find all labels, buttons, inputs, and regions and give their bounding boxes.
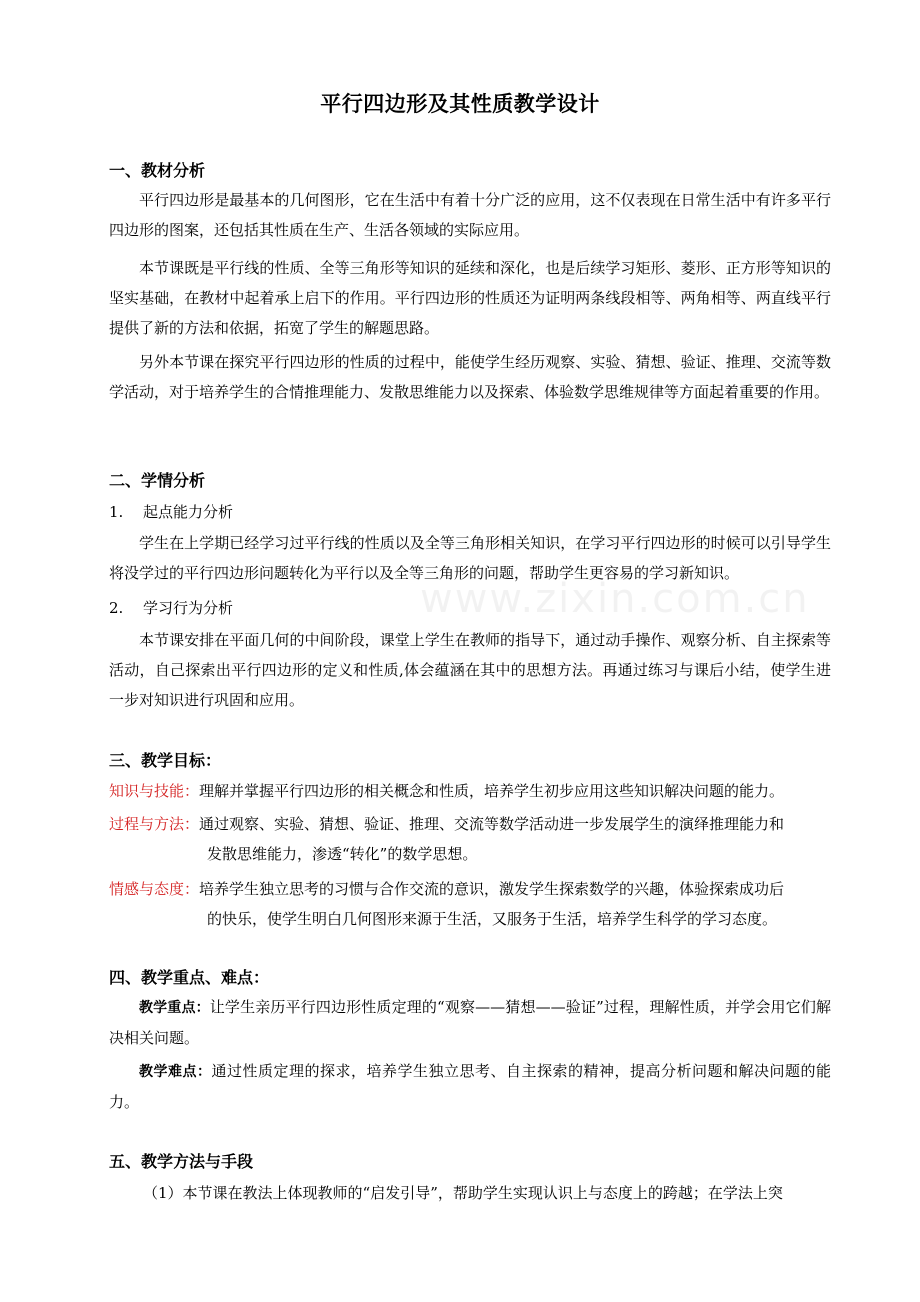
list-item xyxy=(109,593,233,623)
difficult-point-text: 通过性质定理的探求，培养学生独立思考、自主探索的精神，提高分析问题和解决问题的能力。 xyxy=(109,1062,831,1111)
paragraph: 另外本节课在探究平行四边形的性质的过程中，能使学生经历观察、实验、猜想、验证、推理、交流等数学活动，对于培养学生的合情推理能力、发散思维能力以及探索、体验数学思维规律等方面起着重要的作用。 xyxy=(109,353,831,401)
objective-text-continued: 的快乐，使学生明白几何图形来源于生活，又服务于生活，培养学生科学的学习态度。 xyxy=(207,910,778,928)
paragraph-difficult-point xyxy=(109,1056,831,1117)
key-point-label: 教学重点： xyxy=(139,1000,210,1016)
section-heading-student-analysis: 二、学情分析 xyxy=(109,471,206,490)
objective-text-continued: 发散思维能力，渗透“转化”的数学思想。 xyxy=(207,845,478,863)
section-heading-teaching-methods: 五、教学方法与手段 xyxy=(109,1152,254,1171)
list-item-number: 1. xyxy=(109,503,124,521)
difficult-point-label: 教学难点： xyxy=(139,1064,212,1080)
watermark: www.zixin.com.cn xyxy=(420,576,810,622)
list-item-number: 2. xyxy=(109,599,124,617)
paragraph: 本节课既是平行线的性质、全等三角形等知识的延续和深化，也是后续学习矩形、菱形、正方形等知识的坚实基础，在教材中起着承上启下的作用。平行四边形的性质还为证明两条线段相等、两角相等、两直线平行提供了新的方法和依据，拓宽了学生的解题思路。 xyxy=(109,259,831,337)
objective-process xyxy=(109,809,833,869)
list-item-label: 学习行为分析 xyxy=(143,599,234,617)
section-heading-teaching-objectives: 三、教学目标： xyxy=(109,751,222,770)
objective-emotion xyxy=(109,874,833,934)
document-title: 平行四边形及其性质教学设计 xyxy=(320,92,600,116)
paragraph: 本节课安排在平面几何的中间阶段，课堂上学生在教师的指导下，通过动手操作、观察分析、自主探索等活动，自己探索出平行四边形的定义和性质,体会蕴涵在其中的思想方法。再通过练习与课后小结，使学生进一步对知识进行巩固和应用。 xyxy=(109,631,831,709)
objective-text: 培养学生独立思考的习惯与合作交流的意识，激发学生探索数学的兴趣，体验探索成功后 xyxy=(199,880,785,898)
objective-label: 过程与方法： xyxy=(109,815,200,833)
section-heading-textbook-analysis: 一、教材分析 xyxy=(109,161,206,180)
paragraph-key-point xyxy=(109,992,831,1053)
objective-text: 理解并掌握平行四边形的相关概念和性质，培养学生初步应用这些知识解决问题的能力。 xyxy=(199,782,785,800)
paragraph: 平行四边形是最基本的几何图形，它在生活中有着十分广泛的应用，这不仅表现在日常生活中有许多平行四边形的图案，还包括其性质在生产、生活各领域的实际应用。 xyxy=(109,191,831,239)
objective-label: 知识与技能： xyxy=(109,782,200,800)
paragraph: （1）本节课在教法上体现教师的“启发引导”，帮助学生实现认识上与态度上的跨越；在学法上突 xyxy=(143,1184,783,1202)
objective-text: 通过观察、实验、猜想、验证、推理、交流等数学活动进一步发展学生的演绎推理能力和 xyxy=(199,815,785,833)
paragraph: 学生在上学期已经学习过平行线的性质以及全等三角形相关知识，在学习平行四边形的时候可以引导学生将没学过的平行四边形问题转化为平行以及全等三角形的问题，帮助学生更容易的学习新知识。 xyxy=(109,534,831,582)
list-item xyxy=(109,497,233,527)
objective-label: 情感与态度： xyxy=(109,880,200,898)
key-point-text: 让学生亲历平行四边形性质定理的“观察——猜想——验证”过程，理解性质，并学会用它们解决相关问题。 xyxy=(109,998,832,1047)
section-heading-key-points: 四、教学重点、难点： xyxy=(109,968,270,987)
objective-knowledge xyxy=(109,776,833,806)
list-item-label: 起点能力分析 xyxy=(143,503,234,521)
